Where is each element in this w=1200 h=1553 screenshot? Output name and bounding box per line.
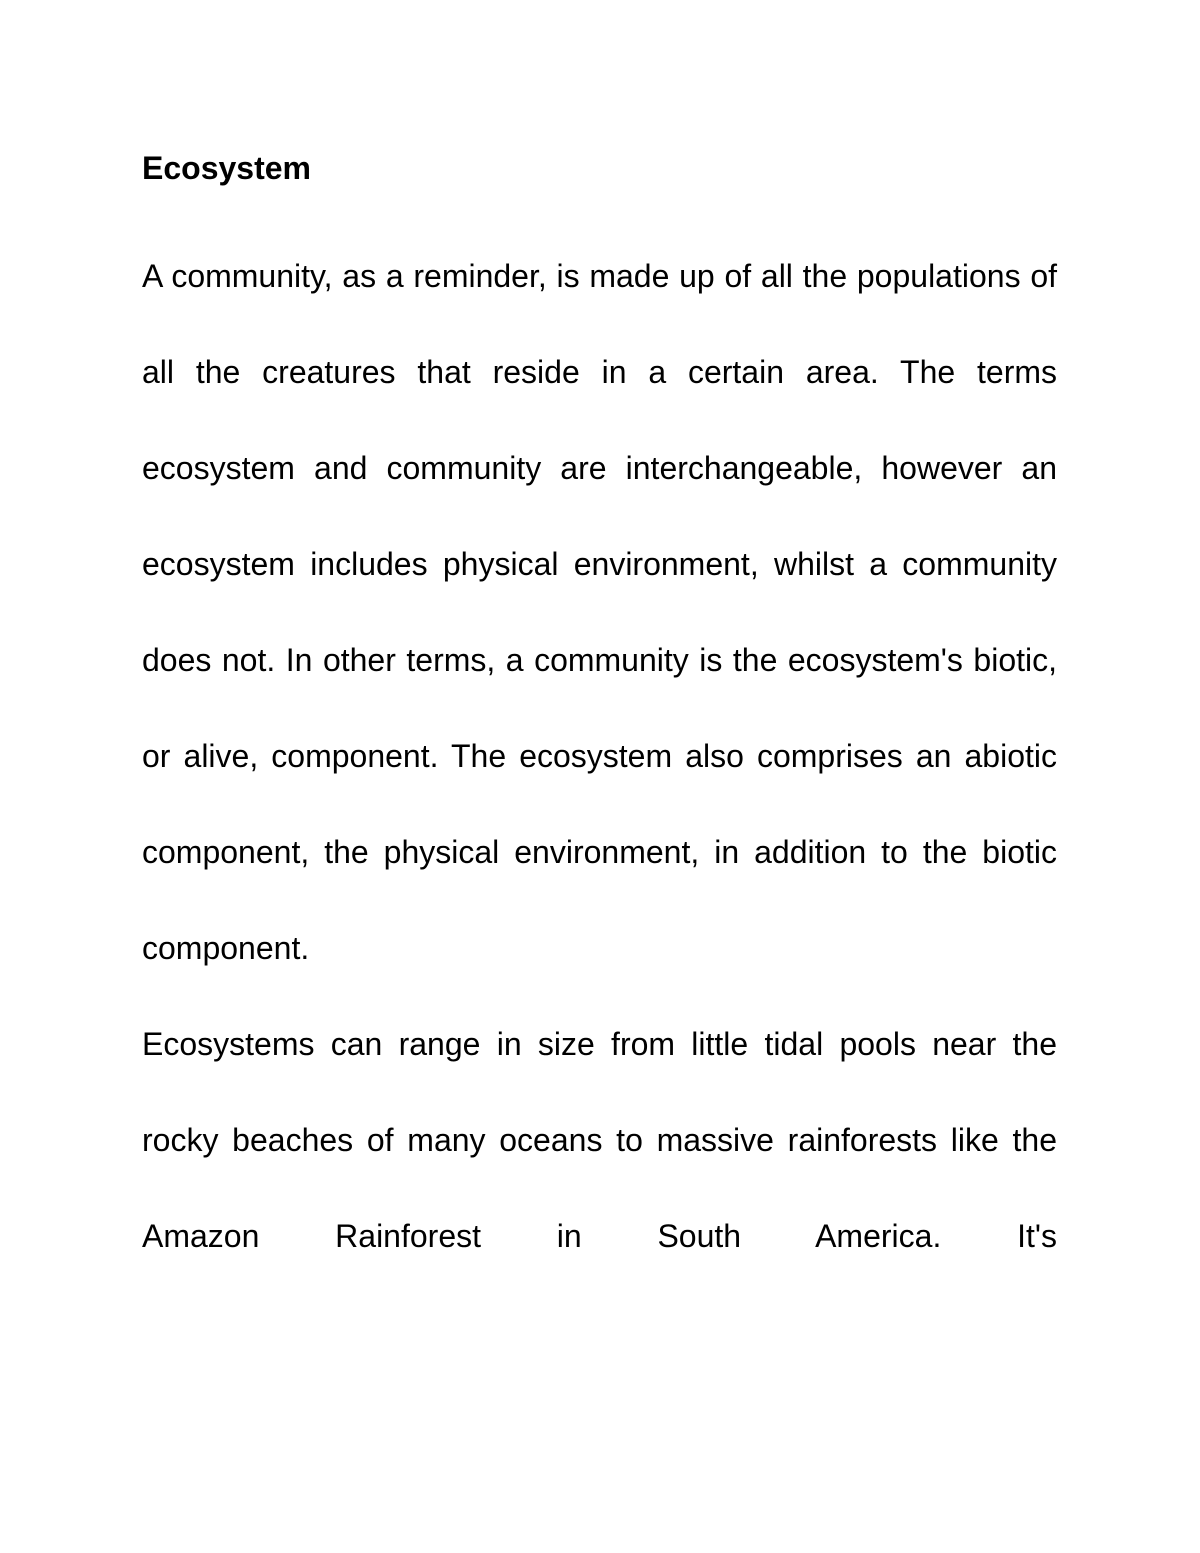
paragraph-ecosystem-size: Ecosystems can range in size from little tidal pools near the rocky beaches of many oceans to massive rainforests like the Amazon Rainforest in South America. It's [142, 1026, 1057, 1254]
paragraph-community: A community, as a reminder, is made up of all the populations of all the creatures that reside in a certain area. The terms ecosystem and community are interchangeable, however an ecosystem includes physical environment, whilst a community does not. In other terms, a community is the ecosystem's biotic, or alive, component. The ecosystem also comprises an abiotic component, the physical environment, in addition to the biotic component. [142, 258, 1057, 966]
document-title: Ecosystem [142, 150, 311, 186]
document-body [142, 140, 1057, 1284]
